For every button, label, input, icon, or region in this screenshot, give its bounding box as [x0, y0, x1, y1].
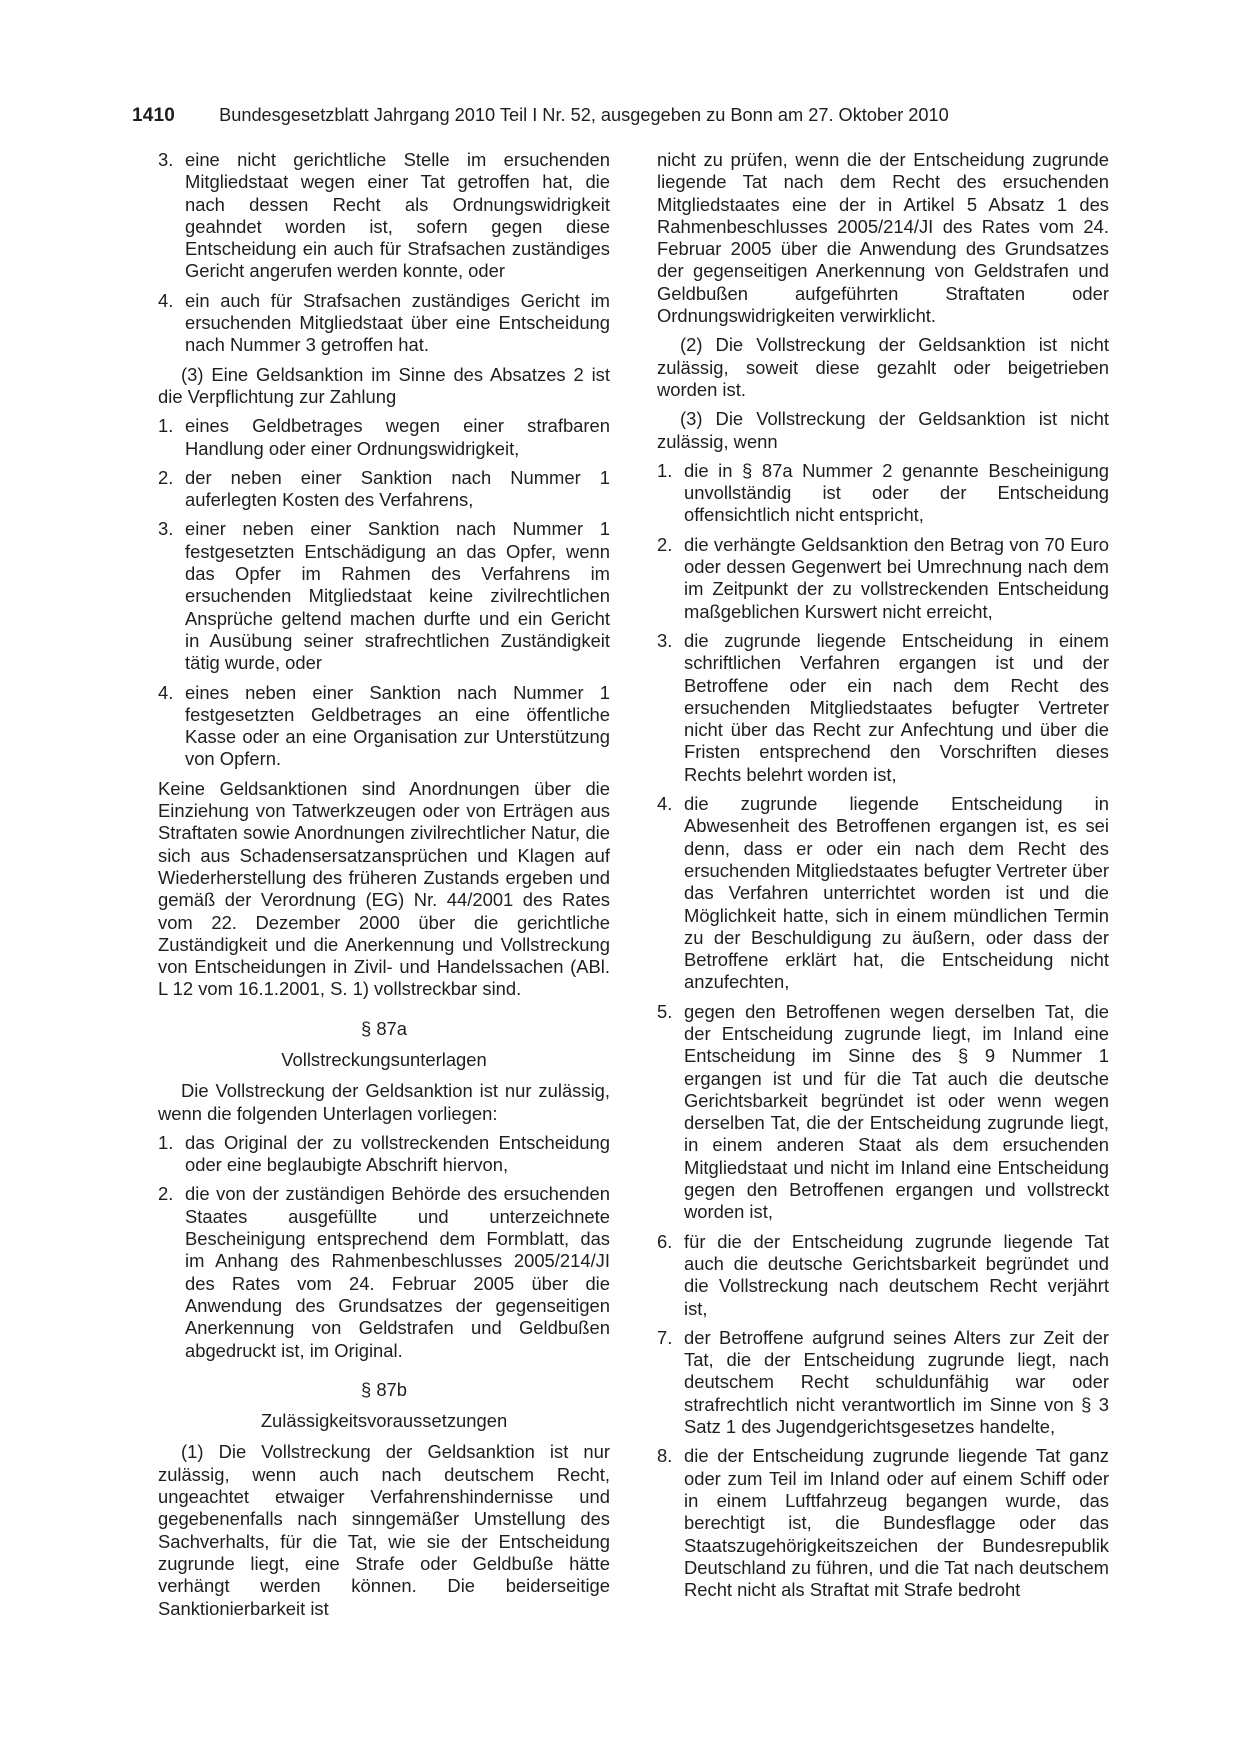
list-item-text: der neben einer Sanktion nach Nummer 1 auferlegten Kosten des Verfahrens, [185, 466, 610, 511]
list-item [158, 467, 610, 512]
list-item [657, 630, 1109, 786]
right-column [657, 149, 1109, 1608]
list-item-text: die zugrunde liegende Entscheidung in einem schriftlichen Verfahren ergangen ist und der Betroffene oder ein nach dem Recht des ersuchenden Mitgliedstaates befugter Vertreter nicht über das Recht zur Anfechtung und über die Fristen entsprechend den Vorschriften dieses Rechts belehrt worden ist, [684, 629, 1109, 785]
list-item-text: das Original der zu vollstreckenden Entscheidung oder eine beglaubigte Abschrift hiervon, [185, 1131, 610, 1176]
list-item [158, 415, 610, 460]
section-number-87b: § 87b [360, 1378, 408, 1400]
list-item-number: 4. [158, 681, 174, 703]
list-item-text: die verhängte Geldsanktion den Betrag von 70 Euro oder dessen Gegenwert bei Umrechnung nach dem im Zeitpunkt der zu vollstreckenden Entscheidung maßgeblichen Kurswert nicht erreicht, [684, 533, 1109, 622]
section-87b-paragraph-1-continued: nicht zu prüfen, wenn die der Entscheidung zugrunde liegende Tat nach dem Recht des ersuchenden Mitgliedstaates eine der in Artikel 5 Absatz 1 des Rahmenbeschlusses 2005/214/JI des Rates vom 24. Februar 2005 über die Anwendung des Grundsatzes der gegenseitigen Anerkennung von Geldstrafen und Geldbußen aufgeführten Straftaten oder Ordnungswidrigkeiten verwirklicht. [657, 149, 1109, 327]
list-item [657, 534, 1109, 623]
list-item-text: einer neben einer Sanktion nach Nummer 1 festgesetzten Entschädigung an das Opfer, wenn das Opfer im Rahmen des Verfahrens im ersuchenden Mitgliedstaat keine zivilrechtlichen Ansprüche geltend machen durfte und ein Gericht in Ausübung seiner strafrechtlichen Zuständigkeit tätig wurde, oder [185, 518, 610, 674]
list-item-text: die von der zuständigen Behörde des ersuchenden Staates ausgefüllte und unterzeichnete Bescheinigung entsprechend dem Formblatt, das im Anhang des Rahmenbeschlusses 2005/214/JI des Rates vom 24. Februar 2005 über die Anwendung des Grundsatzes der gegenseitigen Anerkennung von Geldstrafen und Geldbußen abgedruckt ist, im Original. [185, 1183, 610, 1361]
list-item [158, 682, 610, 771]
list-item-number: 2. [158, 1183, 174, 1205]
list-item [657, 1231, 1109, 1320]
paragraph-3: (3) Eine Geldsanktion im Sinne des Absatzes 2 ist die Verpflichtung zur Zahlung [158, 363, 610, 407]
list-item [158, 1132, 610, 1177]
list-item-text: eine nicht gerichtliche Stelle im ersuchenden Mitgliedstaat wegen einer Tat getroffen hat, die nach dessen Recht als Ordnungswidrigkeit geahndet worden ist, sofern gegen diese Entscheidung ein auch für Strafsachen zuständiges Gericht angerufen werden konnte, oder [185, 149, 610, 282]
section-title-87b: Zulässigkeitsvoraussetzungen [260, 1410, 508, 1432]
list-item-number: 6. [657, 1230, 673, 1252]
list-item-number: 3. [158, 518, 174, 540]
list-item-text: gegen den Betroffenen wegen derselben Tat, die der Entscheidung zugrunde liegt, im Inland eine Entscheidung im Sinne des § 9 Nummer 1 ergangen ist und für die Tat auch die deutsche Gerichtsbarkeit begründet ist oder wenn wegen derselben Tat, die der Entscheidung zugrunde liegt, in einem anderen Staat als dem ersuchenden Mitgliedstaat und nicht im Inland eine Entscheidung gegen den Betroffenen ergangen und vollstreckt worden ist, [684, 1000, 1109, 1223]
list-item-text: die in § 87a Nummer 2 genannte Bescheinigung unvollständig ist oder der Entscheidung offensichtlich nicht entspricht, [684, 459, 1109, 526]
list-item-text: eines Geldbetrages wegen einer strafbaren Handlung oder einer Ordnungswidrigkeit, [185, 415, 610, 459]
list-item-number: 2. [158, 466, 174, 488]
paragraph-keine-geldsanktionen: Keine Geldsanktionen sind Anordnungen über die Einziehung von Tatwerkzeugen oder von Erträgen aus Straftaten sowie Anordnungen zivilrechtlicher Natur, die sich aus Schadensersatzansprüchen und Klagen auf Wiederherstellung des früheren Zustands ergeben und gemäß der Verordnung (EG) Nr. 44/2001 des Rates vom 22. Dezember 2000 über die gerichtliche Zuständigkeit und die Anerkennung und Vollstreckung von Entscheidungen in Zivil- und Handelssachen (ABl. L 12 vom 16.1.2001, S. 1) vollstreckbar sind. [158, 777, 610, 1000]
list-item-number: 3. [657, 629, 673, 651]
list-item-text: der Betroffene aufgrund seines Alters zur Zeit der Tat, die der Entscheidung zugrunde liegt, nach deutschem Recht schuldunfähig war oder strafrechtlich nicht verantwortlich im Sinne von § 3 Satz 1 des Jugendgerichtsgesetzes handelte, [684, 1326, 1109, 1438]
list-item-number: 1. [158, 1131, 174, 1153]
list-item [158, 1183, 610, 1361]
page-number: 1410 [132, 105, 176, 126]
list-item [657, 1445, 1109, 1601]
list-item-number: 8. [657, 1445, 673, 1467]
publication-line: Bundesgesetzblatt Jahrgang 2010 Teil I Nr. 52, ausgegeben zu Bonn am 27. Oktober 2010 [219, 105, 949, 125]
list-item [158, 290, 610, 357]
section-intro-87a: Die Vollstreckung der Geldsanktion ist nur zulässig, wenn die folgenden Unterlagen vorliegen: [158, 1080, 610, 1124]
list-item-number: 4. [158, 289, 174, 311]
list-item-number: 5. [657, 1000, 673, 1022]
list-item-text: ein auch für Strafsachen zuständiges Gericht im ersuchenden Mitgliedstaat über eine Entscheidung nach Nummer 3 getroffen hat. [185, 289, 610, 356]
list-item [158, 149, 610, 283]
list-item-number: 3. [158, 149, 174, 170]
list-item [657, 1327, 1109, 1438]
list-item-number: 1. [657, 459, 673, 481]
list-item [657, 460, 1109, 527]
list-item-text: die der Entscheidung zugrunde liegende Tat ganz oder zum Teil im Inland oder auf einem Schiff oder in einem Luftfahrzeug begangen wurde, das berechtigt ist, die Bundesflagge oder das Staatszugehörigkeitszeichen der Bundesrepublik Deutschland zu führen, und die Tat nach deutschem Recht nicht als Straftat mit Strafe bedroht [684, 1445, 1109, 1601]
section-title-87a: Vollstreckungsunterlagen [281, 1048, 487, 1070]
list-item [657, 1001, 1109, 1224]
page-header [132, 103, 1112, 128]
list-item-number: 4. [657, 793, 673, 815]
list-item-text: die zugrunde liegende Entscheidung in Abwesenheit des Betroffenen ergangen ist, es sei denn, dass er oder ein nach dem Recht des ersuchenden Mitgliedstaates befugter Vertreter über das Verfahren unterrichtet worden ist und die Möglichkeit hatte, sich in einem mündlichen Termin zu der Beschuldigung zu äußern, oder dass der Betroffene erklärt hat, die Entscheidung nicht anzufechten, [684, 793, 1109, 993]
list-item [158, 518, 610, 674]
section-87b-paragraph-2: (2) Die Vollstreckung der Geldsanktion ist nicht zulässig, soweit diese gezahlt oder beigetrieben worden ist. [657, 334, 1109, 400]
section-number-87a: § 87a [360, 1017, 408, 1039]
list-item-number: 7. [657, 1326, 673, 1348]
list-item-text: eines neben einer Sanktion nach Nummer 1 festgesetzten Geldbetrages an eine öffentliche Kasse oder an eine Organisation zur Unterstützung von Opfern. [185, 681, 610, 770]
left-column [158, 149, 610, 1627]
section-87b-paragraph-1: (1) Die Vollstreckung der Geldsanktion ist nur zulässig, wenn auch nach deutschem Recht, ungeachtet etwaiger Verfahrenshindernisse und gegebenenfalls nach sinngemäßer Umstellung des Sachverhalts, für die Tat, wie sie der Entscheidung zugrunde liegt, eine Strafe oder Geldbuße hätte verhängt werden können. Die beiderseitige Sanktionierbarkeit ist [158, 1441, 610, 1619]
list-item-number: 2. [657, 533, 673, 555]
list-item-number: 1. [158, 415, 174, 437]
list-item-text: für die der Entscheidung zugrunde liegende Tat auch die deutsche Gerichtsbarkeit begründet und die Vollstreckung nach deutschem Recht verjährt ist, [684, 1230, 1109, 1319]
section-87b-paragraph-3: (3) Die Vollstreckung der Geldsanktion ist nicht zulässig, wenn [657, 408, 1109, 452]
list-item [657, 793, 1109, 994]
